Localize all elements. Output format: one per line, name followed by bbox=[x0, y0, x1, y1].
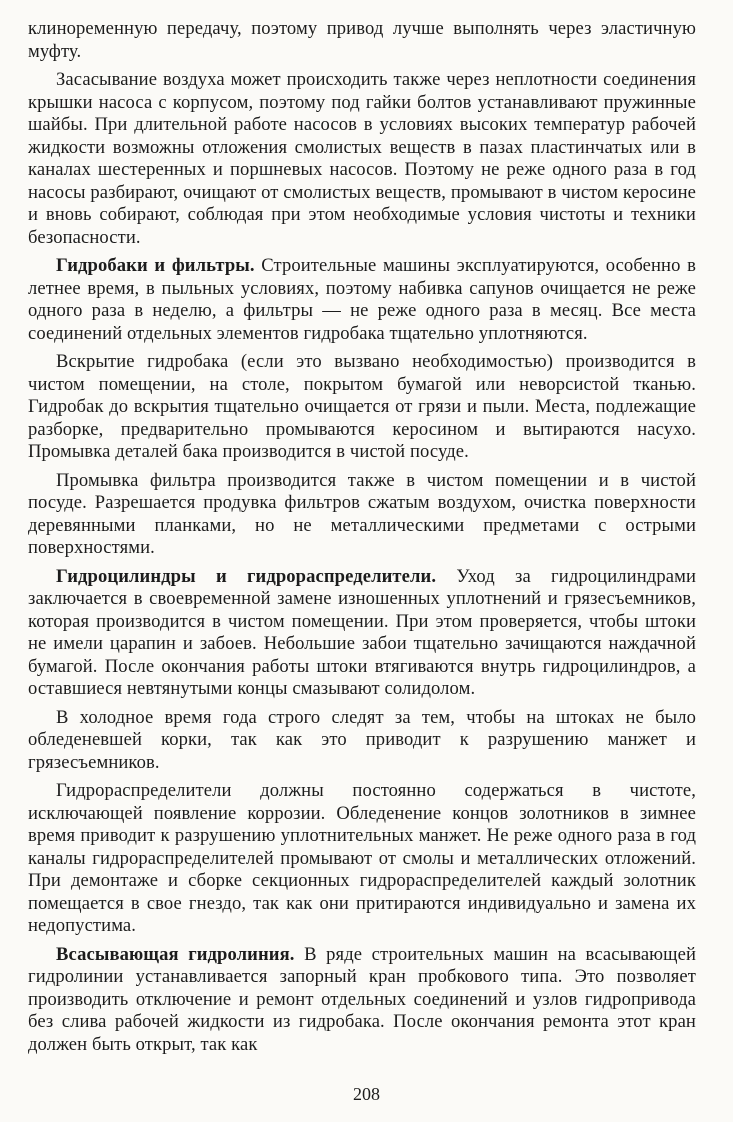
paragraph-6: Гидроцилиндры и гидрораспределители. Уход за гидроцилиндрами заключается в своевременной замене изношенных уплотнений и грязесъемников, которая производится в чистом помещении. При этом проверяется, чтобы штоки не имели царапин и забоев. Небольшие забои тщательно зачищаются наждачной бумагой. После окончания работы штоки втягиваются внутрь гидроцилиндров, а оставшиеся невтянутыми концы смазывают солидолом. bbox=[28, 565, 696, 699]
section-heading-hydrocylinders: Гидроцилиндры и гидрораспределители. bbox=[56, 565, 437, 587]
paragraph-8: Гидрораспределители должны постоянно содержаться в чистоте, исключающей появление коррозии. Обледенение концов золотников в зимнее время приводит к разрушению уплотнительных манжет. Не реже одного раза в год каналы гидрораспределителей промывают от смолы и металлических отложений. При демонтаже и сборке секционных гидрораспределителей каждый золотник помещается в свое гнездо, так как они притираются индивидуально и замена их недопустима. bbox=[28, 780, 696, 936]
paragraph-5: Промывка фильтра производится также в чистом помещении и в чистой посуде. Разрешается продувка фильтров сжатым воздухом, очистка поверхности деревянными планками, но не металлическими предметами с острыми поверхностями. bbox=[28, 469, 696, 558]
paragraph-4: Вскрытие гидробака (если это вызвано необходимостью) производится в чистом помещении, на столе, покрытом бумагой или неворсистой тканью. Гидробак до вскрытия тщательно очищается от грязи и пыли. Места, подлежащие разборке, предварительно промываются керосином и вытираются насухо. Промывка деталей бака производится в чистой посуде. bbox=[28, 351, 696, 462]
paragraph-9: Всасывающая гидролиния. В ряде строительных машин на всасывающей гидролинии устанавливается запорный кран пробкового типа. Это позволяет производить отключение и ремонт отдельных соединений и узлов гидропривода без слива рабочей жидкости из гидробака. После окончания ремонта этот кран должен быть открыт, так как bbox=[28, 943, 696, 1055]
page-body bbox=[28, 18, 696, 1062]
section-heading-suction-line: Всасывающая гидролиния. bbox=[56, 943, 295, 965]
section-heading-hydrotanks: Гидробаки и фильтры. bbox=[56, 255, 255, 276]
page-number: 208 bbox=[353, 1084, 380, 1104]
paragraph-7: В холодное время года строго следят за тем, чтобы на штоках не было обледеневшей корки, так как это приводит к разрушению манжет и грязесъемников. bbox=[28, 706, 696, 773]
paragraph-1: клиноременную передачу, поэтому привод лучше выполнять через эластичную муфту. bbox=[28, 18, 696, 62]
paragraph-2: Засасывание воздуха может происходить также через неплотности соединения крышки насоса с корпусом, поэтому под гайки болтов устанавливают пружинные шайбы. При длительной работе насосов в условиях высоких температур рабочей жидкости возможны отложения смолистых веществ в пазах пластинчатых или в каналах шестеренных и поршневых насосов. Поэтому не реже одного раза в год насосы разбирают, очищают от смолистых веществ, промывают в чистом керосине и вновь собирают, соблюдая при этом необходимые условия чистоты и техники безопасности. bbox=[28, 69, 696, 248]
paragraph-3: Гидробаки и фильтры. Строительные машины эксплуатируются, особенно в летнее время, в пыльных условиях, поэтому набивка сапунов очищается не реже одного раза в неделю, а фильтры — не реже одного раза в месяц. Все места соединений отдельных элементов гидробака тщательно уплотняются. bbox=[28, 255, 696, 344]
